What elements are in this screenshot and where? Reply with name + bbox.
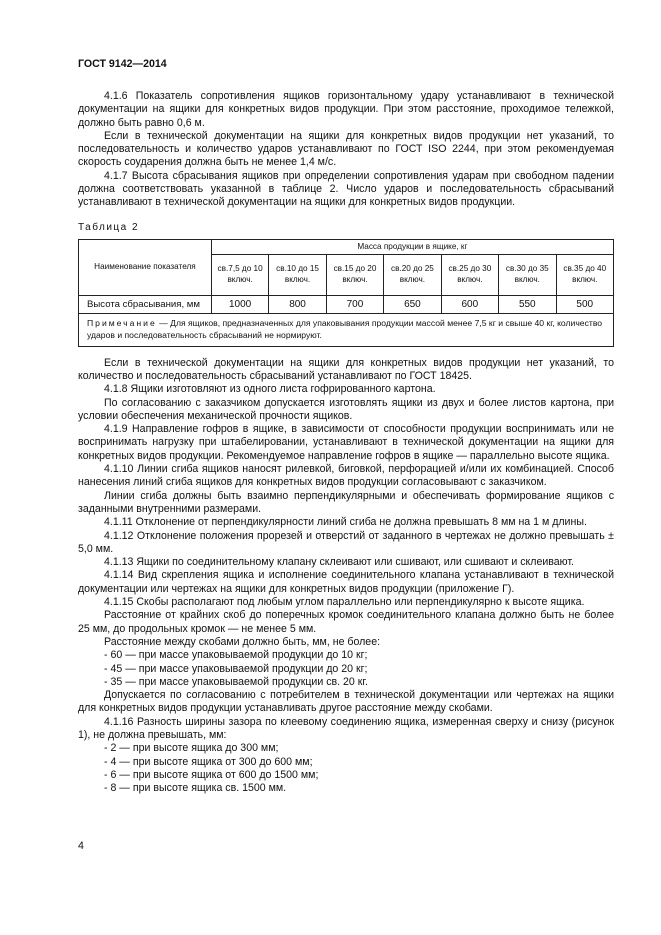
paragraph: 4.1.8 Ящики изготовляют из одного листа гофрированного картона. <box>104 383 436 396</box>
table-value-cell: 600 <box>441 295 498 313</box>
paragraph: 4.1.14 Вид скрепления ящика и исполнение соединительного клапана устанавливают в технической документации или чертежах на ящики для конкретных видов продукции (приложение Г). <box>78 569 614 595</box>
paragraph: Если в технической документации на ящики для конкретных видов продукции нет указаний, то количество и последовательность сбрасываний устанавливают по ГОСТ 18425. <box>78 356 614 382</box>
table-range-cell: св.35 до 40 включ. <box>556 254 614 295</box>
table-value-cell: 800 <box>269 295 326 313</box>
page-number: 4 <box>78 840 84 852</box>
document-body <box>78 90 614 795</box>
list-item: - 4 — при высоте ящика от 300 до 600 мм; <box>104 755 313 768</box>
paragraph: 4.1.7 Высота сбрасывания ящиков при определении сопротивления ударам при свободном падении должна соответствовать указанной в таблице 2. Число ударов и последовательность сбрасываний устанавливают в технической документации на ящики для конкретных видов продукции. <box>78 169 614 209</box>
list-item: - 60 — при массе упаковываемой продукции до 10 кг; <box>104 649 368 662</box>
table-range-cell: св.15 до 20 включ. <box>326 254 383 295</box>
paragraph: 4.1.11 Отклонение от перпендикулярности линий сгиба не должна превышать 8 мм на 1 м длины. <box>104 516 587 529</box>
list-item: - 45 — при массе упаковываемой продукции до 20 кг; <box>104 662 368 675</box>
paragraph: 4.1.9 Направление гофров в ящике, в зависимости от способности продукции воспринимать или не воспринимать нагрузку при штабелировании, устанавливают в технической документации на ящики для конкретных видов продукции. Рекомендуемое направление гофров в ящике — параллельно высоте ящика. <box>78 423 614 462</box>
table-value-cell: 650 <box>384 295 441 313</box>
list-item: - 6 — при высоте ящика от 600 до 1500 мм; <box>104 768 319 781</box>
table-value-cell: 500 <box>556 295 614 313</box>
table-mass-header: Масса продукции в ящике, кг <box>211 239 613 254</box>
drop-height-table <box>78 239 614 347</box>
table-note <box>79 313 614 346</box>
list-item: - 2 — при высоте ящика до 300 мм; <box>104 742 279 755</box>
list-item: - 8 — при высоте ящика св. 1500 мм. <box>104 782 287 795</box>
paragraph: 4.1.6 Показатель сопротивления ящиков горизонтальному удару устанавливают в технической документации на ящики для конкретных видов продукции. При этом расстояние, проходимое тележкой, должно быть равно 0,6 м. <box>78 90 614 129</box>
table-range-cell: св.25 до 30 включ. <box>441 254 498 295</box>
table-note-text: — Для ящиков, предназначенных для упаковывания продукции массой менее 7,5 кг и свыше 40 кг, количество ударов и последовательность сбрасываний не нормируют. <box>87 317 603 340</box>
table-row-header: Наименование показателя <box>79 239 212 295</box>
table-range-cell: св.30 до 35 включ. <box>499 254 556 295</box>
table-value-cell: 700 <box>326 295 383 313</box>
table-row-label: Высота сбрасывания, мм <box>79 295 212 313</box>
paragraph: Линии сгиба должны быть взаимно перпендикулярными и обеспечивать формирование ящиков с заданными внутренними размерами. <box>78 489 614 515</box>
paragraph: 4.1.16 Разность ширины зазора по клеевому соединению ящика, измеренная сверху и снизу (рисунок 1), не должна превышать, мм: <box>78 715 614 741</box>
table-note-label: Примечание <box>87 317 157 328</box>
paragraph: 4.1.12 Отклонение положения прорезей и отверстий от заданного в чертежах не должно превышать ± 5,0 мм. <box>78 529 614 555</box>
table-value-cell: 1000 <box>211 295 268 313</box>
paragraph: 4.1.13 Ящики по соединительному клапану склеивают или сшивают, или сшивают и склеивают. <box>104 556 575 569</box>
list-item: - 35 — при массе упаковываемой продукции св. 20 кг. <box>104 675 368 688</box>
paragraph: Допускается по согласованию с потребителем в технической документации или чертежах на ящики для конкретных видов продукции устанавливать другое расстояние между скобами. <box>78 689 614 715</box>
paragraph: 4.1.10 Линии сгиба ящиков наносят рилевкой, биговкой, перфорацией и/или их комбинацией. Способ нанесения линий сгиба ящиков для конкретных видов продукции согласовывают с заказчиком. <box>78 463 614 489</box>
paragraph: 4.1.15 Скобы располагают под любым углом параллельно или перпендикулярно к высоте ящика. <box>104 596 585 609</box>
table-value-cell: 550 <box>499 295 556 313</box>
table-range-cell: св.7,5 до 10 включ. <box>211 254 268 295</box>
table-range-cell: св.20 до 25 включ. <box>384 254 441 295</box>
paragraph: Если в технической документации на ящики для конкретных видов продукции нет указаний, то последовательность и количество ударов устанавливают по ГОСТ ISO 2244, при этом рекомендуемая скорость соударения должна быть не менее 1,4 м/с. <box>78 129 614 169</box>
table-range-cell: св.10 до 15 включ. <box>269 254 326 295</box>
table-caption: Таблица 2 <box>78 221 140 233</box>
page-header: ГОСТ 9142—2014 <box>78 58 167 70</box>
paragraph: Расстояние от крайних скоб до поперечных кромок соединительного клапана должно быть не более 25 мм, до продольных кромок — не менее 5 мм. <box>78 609 614 635</box>
paragraph: Расстояние между скобами должно быть, мм, не более: <box>104 635 381 648</box>
paragraph: По согласованию с заказчиком допускается изготовлять ящики из двух и более листов картона, при условии обеспечения механической прочности ящиков. <box>78 396 614 422</box>
